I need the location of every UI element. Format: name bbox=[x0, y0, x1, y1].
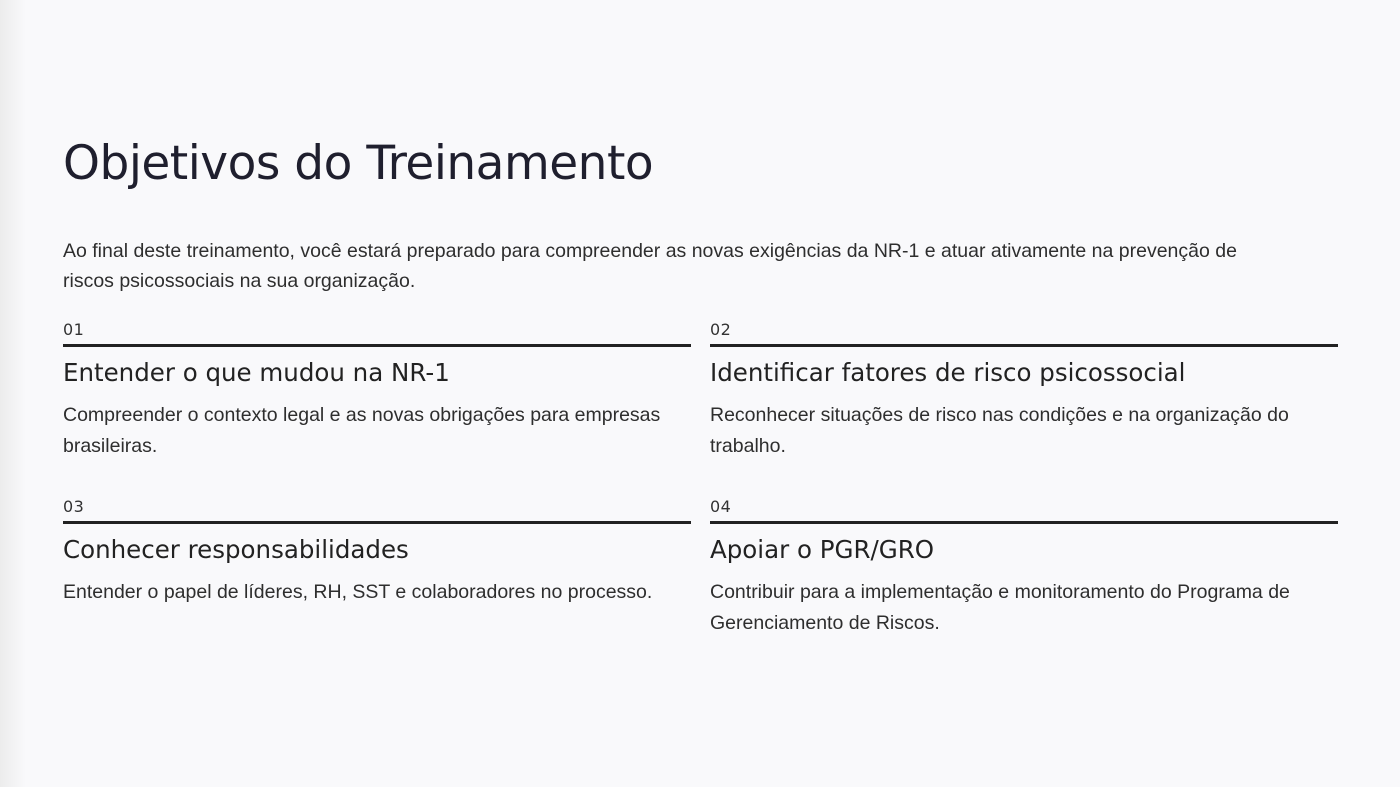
objective-description: Compreender o contexto legal e as novas obrigações para empresas brasileiras. bbox=[63, 404, 661, 457]
objective-title: Conhecer responsabilidades bbox=[63, 535, 409, 564]
intro-text: Ao final deste treinamento, você estará preparado para compreender as novas exigências da NR-1 e atuar ativamente na prevenção de riscos psicossociais na sua organização. bbox=[63, 240, 1237, 292]
objective-number: 04 bbox=[710, 494, 1338, 524]
objective-item-03 bbox=[63, 494, 691, 671]
objective-title: Apoiar o PGR/GRO bbox=[710, 535, 935, 564]
objective-item-02 bbox=[710, 317, 1338, 494]
objective-number: 01 bbox=[63, 317, 691, 347]
objective-description: Reconhecer situações de risco nas condições e na organização do trabalho. bbox=[710, 404, 1289, 457]
slide bbox=[63, 0, 1339, 787]
objective-title: Entender o que mudou na NR-1 bbox=[63, 358, 450, 387]
objectives-grid bbox=[63, 317, 1339, 671]
objective-description: Entender o papel de líderes, RH, SST e colaboradores no processo. bbox=[63, 581, 653, 603]
slide-title: Objetivos do Treinamento bbox=[63, 136, 654, 191]
objective-description: Contribuir para a implementação e monitoramento do Programa de Gerenciamento de Riscos. bbox=[710, 581, 1290, 634]
objective-number: 02 bbox=[710, 317, 1338, 347]
objective-item-01 bbox=[63, 317, 691, 494]
left-edge-shadow bbox=[0, 0, 26, 787]
objective-number: 03 bbox=[63, 494, 691, 524]
objective-item-04 bbox=[710, 494, 1338, 671]
objective-title: Identificar fatores de risco psicossocial bbox=[710, 358, 1186, 387]
